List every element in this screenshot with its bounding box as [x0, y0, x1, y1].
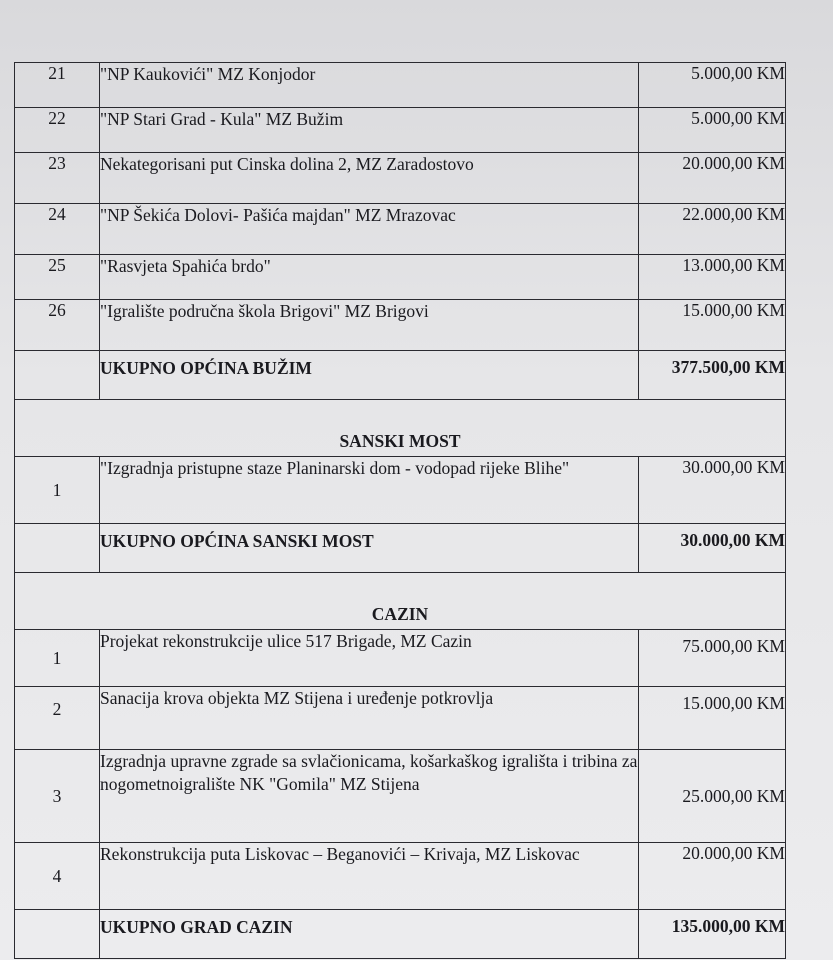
row-description: "NP Stari Grad - Kula" MZ Bužim	[100, 108, 639, 153]
row-amount: 5.000,00 KM	[639, 63, 786, 108]
table-row	[15, 687, 786, 750]
row-description: Nekategorisani put Cinska dolina 2, MZ Zaradostovo	[100, 153, 639, 204]
total-label: UKUPNO OPĆINA BUŽIM	[100, 351, 639, 400]
table-row	[15, 843, 786, 910]
row-amount: 13.000,00 KM	[639, 255, 786, 300]
total-row-buzim	[15, 351, 786, 400]
total-row-sanski-most	[15, 524, 786, 573]
table-row	[15, 153, 786, 204]
row-number: 2	[15, 687, 100, 750]
section-header-cazin	[15, 573, 786, 630]
table-row	[15, 255, 786, 300]
table-row	[15, 300, 786, 351]
row-number: 22	[15, 108, 100, 153]
total-amount: 135.000,00 KM	[639, 910, 786, 959]
table-row	[15, 108, 786, 153]
row-amount: 30.000,00 KM	[639, 457, 786, 524]
empty-cell	[15, 524, 100, 573]
row-number: 21	[15, 63, 100, 108]
row-description: Sanacija krova objekta MZ Stijena i uređenje potkrovlja	[100, 687, 639, 750]
empty-cell	[15, 351, 100, 400]
section-title: SANSKI MOST	[15, 400, 786, 457]
row-number: 25	[15, 255, 100, 300]
total-row-cazin	[15, 910, 786, 959]
total-label: UKUPNO OPĆINA SANSKI MOST	[100, 524, 639, 573]
row-description: "NP Šekića Dolovi- Pašića majdan" MZ Mrazovac	[100, 204, 639, 255]
table-row	[15, 204, 786, 255]
budget-table	[14, 62, 786, 959]
row-description: "Rasvjeta Spahića brdo"	[100, 255, 639, 300]
row-number: 1	[15, 457, 100, 524]
section-header-sanski-most	[15, 400, 786, 457]
total-amount: 377.500,00 KM	[639, 351, 786, 400]
row-number: 4	[15, 843, 100, 910]
row-description: "NP Kaukovići" MZ Konjodor	[100, 63, 639, 108]
table-row	[15, 63, 786, 108]
empty-cell	[15, 910, 100, 959]
table-row	[15, 630, 786, 687]
row-amount: 22.000,00 KM	[639, 204, 786, 255]
row-number: 3	[15, 750, 100, 843]
row-amount: 15.000,00 KM	[639, 300, 786, 351]
row-number: 1	[15, 630, 100, 687]
row-description: Projekat rekonstrukcije ulice 517 Brigade, MZ Cazin	[100, 630, 639, 687]
table-row	[15, 457, 786, 524]
row-number: 23	[15, 153, 100, 204]
row-amount: 5.000,00 KM	[639, 108, 786, 153]
row-amount: 20.000,00 KM	[639, 153, 786, 204]
table-row	[15, 750, 786, 843]
row-amount: 75.000,00 KM	[639, 630, 786, 687]
section-title: CAZIN	[15, 573, 786, 630]
row-description: "Izgradnja pristupne staze Planinarski dom - vodopad rijeke Blihe"	[100, 457, 639, 524]
row-description: Izgradnja upravne zgrade sa svlačionicama, košarkaškog igrališta i tribina za nogometnoigralište NK "Gomila" MZ Stijena	[100, 750, 639, 843]
total-label: UKUPNO GRAD CAZIN	[100, 910, 639, 959]
row-description: "Igralište područna škola Brigovi" MZ Brigovi	[100, 300, 639, 351]
total-amount: 30.000,00 KM	[639, 524, 786, 573]
row-amount: 25.000,00 KM	[639, 750, 786, 843]
row-description: Rekonstrukcija puta Liskovac – Beganovići – Krivaja, MZ Liskovac	[100, 843, 639, 910]
row-amount: 20.000,00 KM	[639, 843, 786, 910]
row-number: 26	[15, 300, 100, 351]
row-number: 24	[15, 204, 100, 255]
row-amount: 15.000,00 KM	[639, 687, 786, 750]
